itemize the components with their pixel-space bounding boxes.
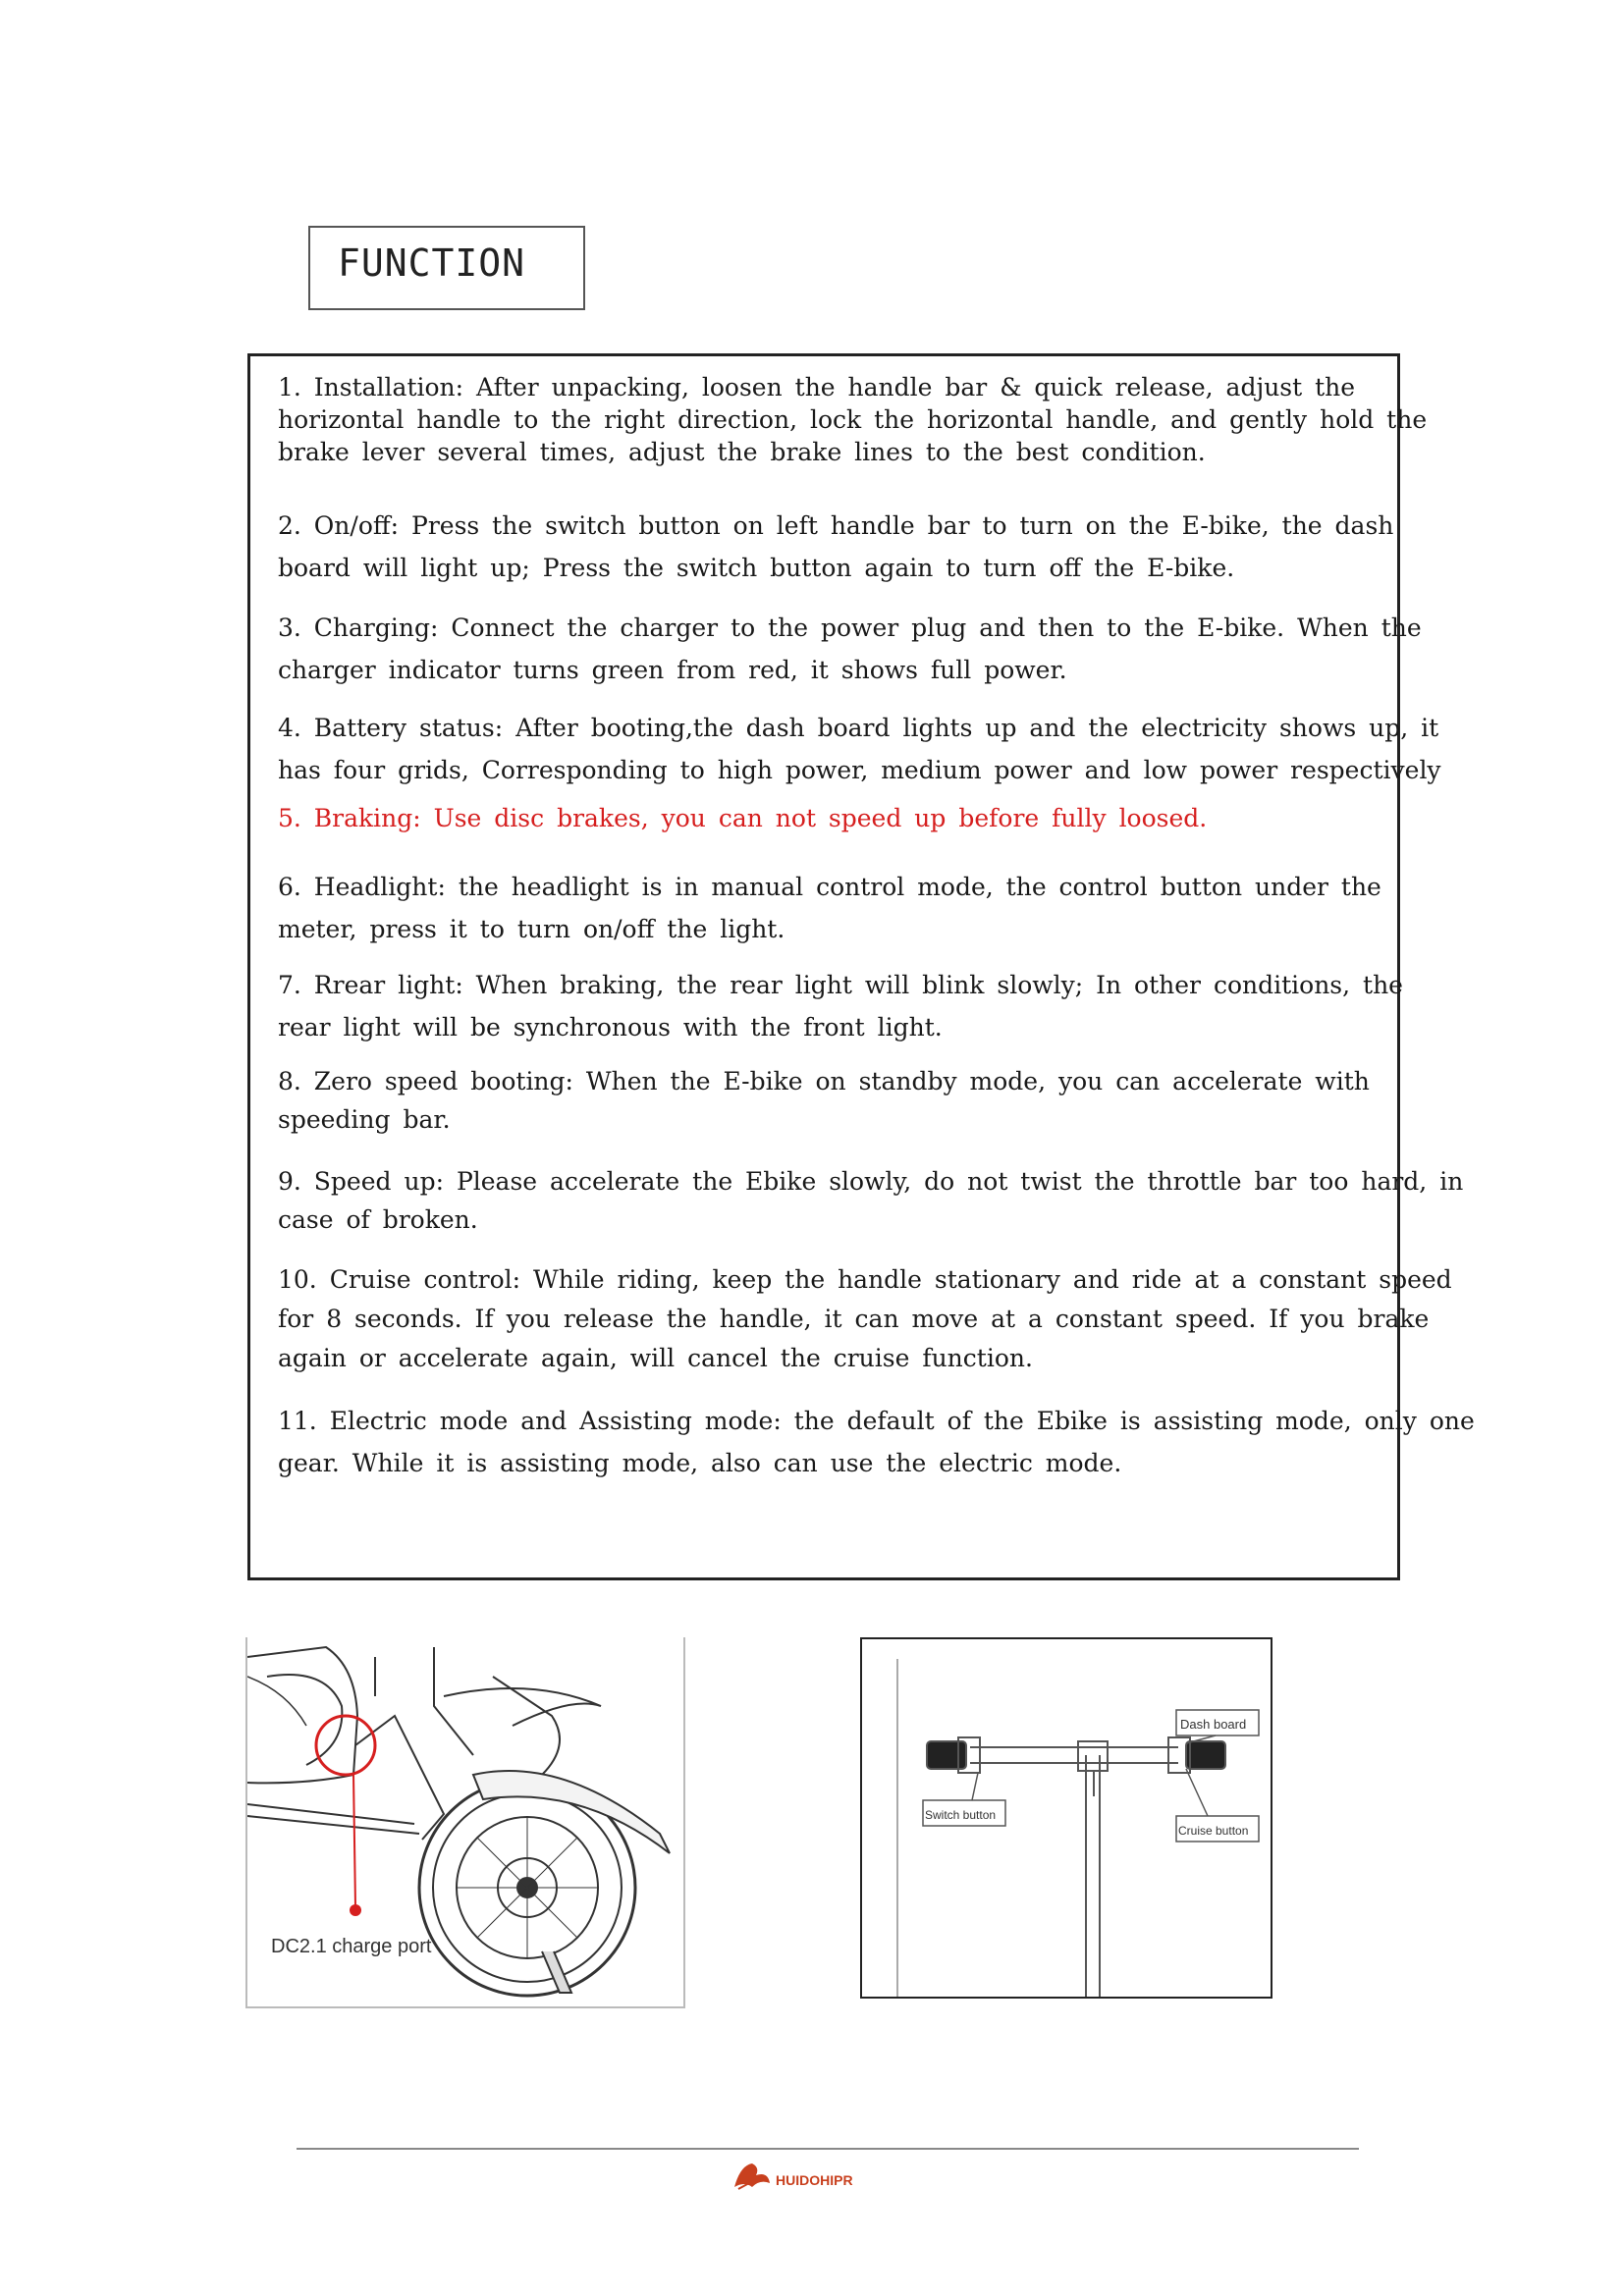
footer-divider — [297, 2148, 1359, 2150]
paragraph-line: 1. Installation: After unpacking, loosen the handle bar & quick release, adjust the — [278, 373, 1356, 401]
paragraph-line: 9. Speed up: Please accelerate the Ebike slowly, do not twist the throttle bar too hard, in — [278, 1167, 1464, 1196]
paragraph-line: again or accelerate again, will cancel the cruise function. — [278, 1344, 1033, 1372]
instruction-zero-speed — [278, 1062, 1495, 1139]
instruction-rear-light — [278, 964, 1495, 1048]
paragraph-line: 11. Electric mode and Assisting mode: the default of the Ebike is assisting mode, only one — [278, 1407, 1475, 1435]
instruction-battery — [278, 707, 1495, 791]
brand-logo — [731, 2158, 866, 2193]
dash-board-label: Dash board — [1180, 1717, 1247, 1732]
paragraph-line: rear light will be synchronous with the front light. — [278, 1013, 943, 1041]
switch-button-label: Switch button — [925, 1808, 997, 1822]
charge-port-caption: DC2.1 charge port — [271, 1936, 432, 1957]
paragraph-line: 6. Headlight: the headlight is in manual control mode, the control button under the — [278, 873, 1381, 901]
section-title: FUNCTION — [338, 241, 526, 285]
paragraph-line: 10. Cruise control: While riding, keep the handle stationary and ride at a constant speed — [278, 1265, 1452, 1294]
paragraph-line: 4. Battery status: After booting,the dash board lights up and the electricity shows up, it — [278, 714, 1439, 742]
paragraph-line: board will light up; Press the switch button again to turn off the E-bike. — [278, 554, 1235, 582]
paragraph-line: speeding bar. — [278, 1105, 451, 1134]
instruction-braking — [278, 797, 1495, 839]
instruction-modes — [278, 1400, 1495, 1484]
paragraph-line: 2. On/off: Press the switch button on left handle bar to turn on the E-bike, the dash — [278, 511, 1394, 540]
paragraph-line: meter, press it to turn on/off the light. — [278, 915, 785, 943]
paragraph-line: 8. Zero speed booting: When the E-bike on standby mode, you can accelerate with — [278, 1067, 1370, 1095]
svg-text:HUIDOHIPR: HUIDOHIPR — [776, 2172, 853, 2188]
brand-logo-icon — [731, 2158, 866, 2193]
paragraph-line: for 8 seconds. If you release the handle, it can move at a constant speed. If you brake — [278, 1305, 1430, 1333]
paragraph-line: 3. Charging: Connect the charger to the power plug and then to the E-bike. When the — [278, 614, 1422, 642]
paragraph-line: brake lever several times, adjust the brake lines to the best condition. — [278, 438, 1206, 466]
instruction-cruise — [278, 1260, 1495, 1378]
instruction-speed-up — [278, 1162, 1495, 1239]
paragraph-line: horizontal handle to the right direction, lock the horizontal handle, and gently hold the — [278, 405, 1428, 434]
section-title-box — [308, 226, 585, 310]
paragraph-line: case of broken. — [278, 1205, 478, 1234]
instruction-charging — [278, 607, 1495, 691]
paragraph-line — [278, 797, 1495, 839]
paragraph-line: charger indicator turns green from red, it shows full power. — [278, 656, 1067, 684]
handlebar-illustration — [862, 1639, 1271, 1997]
instruction-installation — [278, 371, 1495, 468]
braking-warning: you can not speed up before fully loosed. — [661, 804, 1208, 832]
paragraph-line: 7. Rrear light: When braking, the rear light will blink slowly; In other conditions, the — [278, 971, 1403, 999]
instruction-onoff — [278, 505, 1495, 589]
paragraph-line: gear. While it is assisting mode, also can use the electric mode. — [278, 1449, 1122, 1477]
charge-port-figure — [245, 1637, 685, 2008]
instruction-headlight — [278, 866, 1495, 950]
cruise-button-label: Cruise button — [1178, 1824, 1249, 1838]
handlebar-figure — [860, 1637, 1272, 1999]
braking-prefix: 5. Braking: Use disc brakes, — [278, 804, 649, 832]
paragraph-line: has four grids, Corresponding to high power, medium power and low power respectively — [278, 756, 1441, 784]
